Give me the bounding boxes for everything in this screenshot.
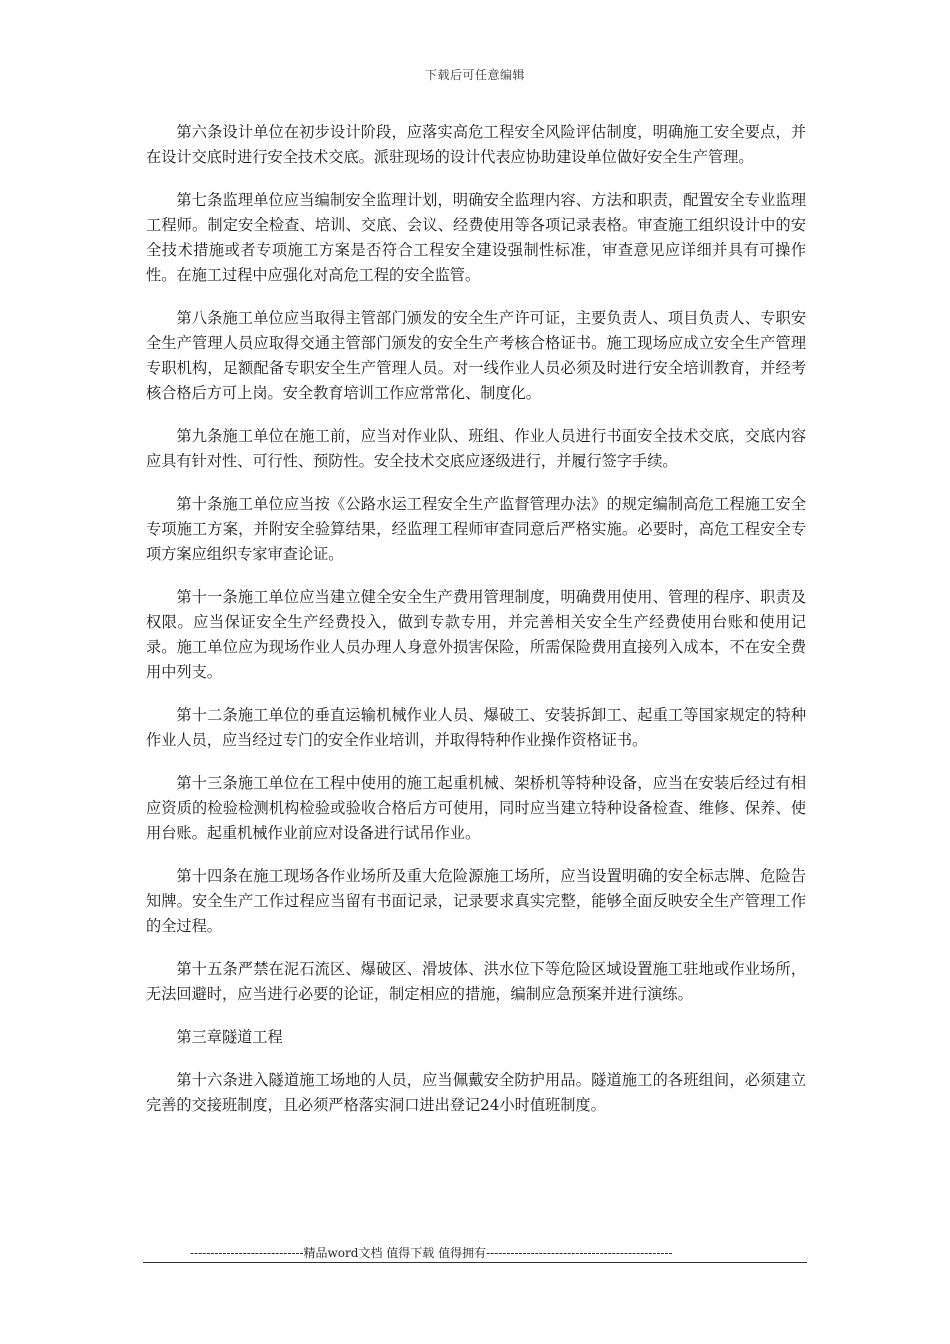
article-8-paragraph: 第八条施工单位应当取得主管部门颁发的安全生产许可证，主要负责人、项目负责人、专职安全生产管理人员应取得交通主管部门颁发的安全生产考核合格证书。施工现场应成立安全生产管理专职机构，足额配备专职安全生产管理人员。对一线作业人员必须及时进行安全培训教育，并经考核合格后方可上岗。安全教育培训工作应常常化、制度化。 [146, 309, 806, 402]
article-7-paragraph: 第七条监理单位应当编制安全监理计划，明确安全监理内容、方法和职责，配置安全专业监理工程师。制定安全检查、培训、交底、会议、经费使用等各项记录表格。审查施工组织设计中的安全技术措施或者专项施工方案是否符合工程安全建设强制性标准，审查意见应详细并具有可操作性。在施工过程中应强化对高危工程的安全监管。 [146, 191, 806, 284]
page-header: 下载后可任意编辑 [424, 68, 525, 82]
article-13-paragraph: 第十三条施工单位在工程中使用的施工起重机械、架桥机等特种设备，应当在安装后经过有相应资质的检验检测机构检验或验收合格后方可使用，同时应当建立特种设备检查、维修、保养、使用台账。起重机械作业前应对设备进行试吊作业。 [146, 774, 806, 842]
article-6-paragraph: 第六条设计单位在初步设计阶段，应落实高危工程安全风险评估制度，明确施工安全要点，并在设计交底时进行安全技术交底。派驻现场的设计代表应协助建设单位做好安全生产管理。 [146, 123, 806, 166]
document-body [146, 120, 806, 1136]
article-9-paragraph: 第九条施工单位在施工前，应当对作业队、班组、作业人员进行书面安全技术交底，交底内容应具有针对性、可行性、预防性。安全技术交底应逐级进行，并履行签字手续。 [146, 427, 806, 470]
chapter-heading: 第三章隧道工程 [176, 1028, 283, 1046]
page-footer: ----------------------------精品word文档 值得下载 值得拥有---------------------------------------------- [190, 1246, 673, 1260]
article-10-paragraph: 第十条施工单位应当按《公路水运工程安全生产监督管理办法》的规定编制高危工程施工安全专项施工方案，并附安全验算结果，经监理工程师审查同意后严格实施。必要时，高危工程安全专项方案应组织专家审查论证。 [146, 495, 806, 563]
article-11-paragraph: 第十一条施工单位应当建立健全安全生产费用管理制度，明确费用使用、管理的程序、职责及权限。应当保证安全生产经费投入，做到专款专用，并完善相关安全生产经费使用台账和使用记录。施工单位应为现场作业人员办理人身意外损害保险，所需保险费用直接列入成本，不在安全费用中列支。 [146, 588, 806, 681]
article-16-paragraph: 第十六条进入隧道施工场地的人员，应当佩戴安全防护用品。隧道施工的各班组间，必须建立完善的交接班制度，且必须严格落实洞口进出登记24小时值班制度。 [146, 1071, 806, 1114]
article-12-paragraph: 第十二条施工单位的垂直运输机械作业人员、爆破工、安装拆卸工、起重工等国家规定的特种作业人员，应当经过专门的安全作业培训，并取得特种作业操作资格证书。 [146, 706, 806, 749]
footer-divider [143, 1262, 807, 1263]
article-15-paragraph: 第十五条严禁在泥石流区、爆破区、滑坡体、洪水位下等危险区域设置施工驻地或作业场所，无法回避时，应当进行必要的论证，制定相应的措施，编制应急预案并进行演练。 [146, 960, 806, 1003]
article-14-paragraph: 第十四条在施工现场各作业场所及重大危险源施工场所，应当设置明确的安全标志牌、危险告知牌。安全生产工作过程应当留有书面记录，记录要求真实完整，能够全面反映安全生产管理工作的全过程。 [146, 867, 806, 935]
